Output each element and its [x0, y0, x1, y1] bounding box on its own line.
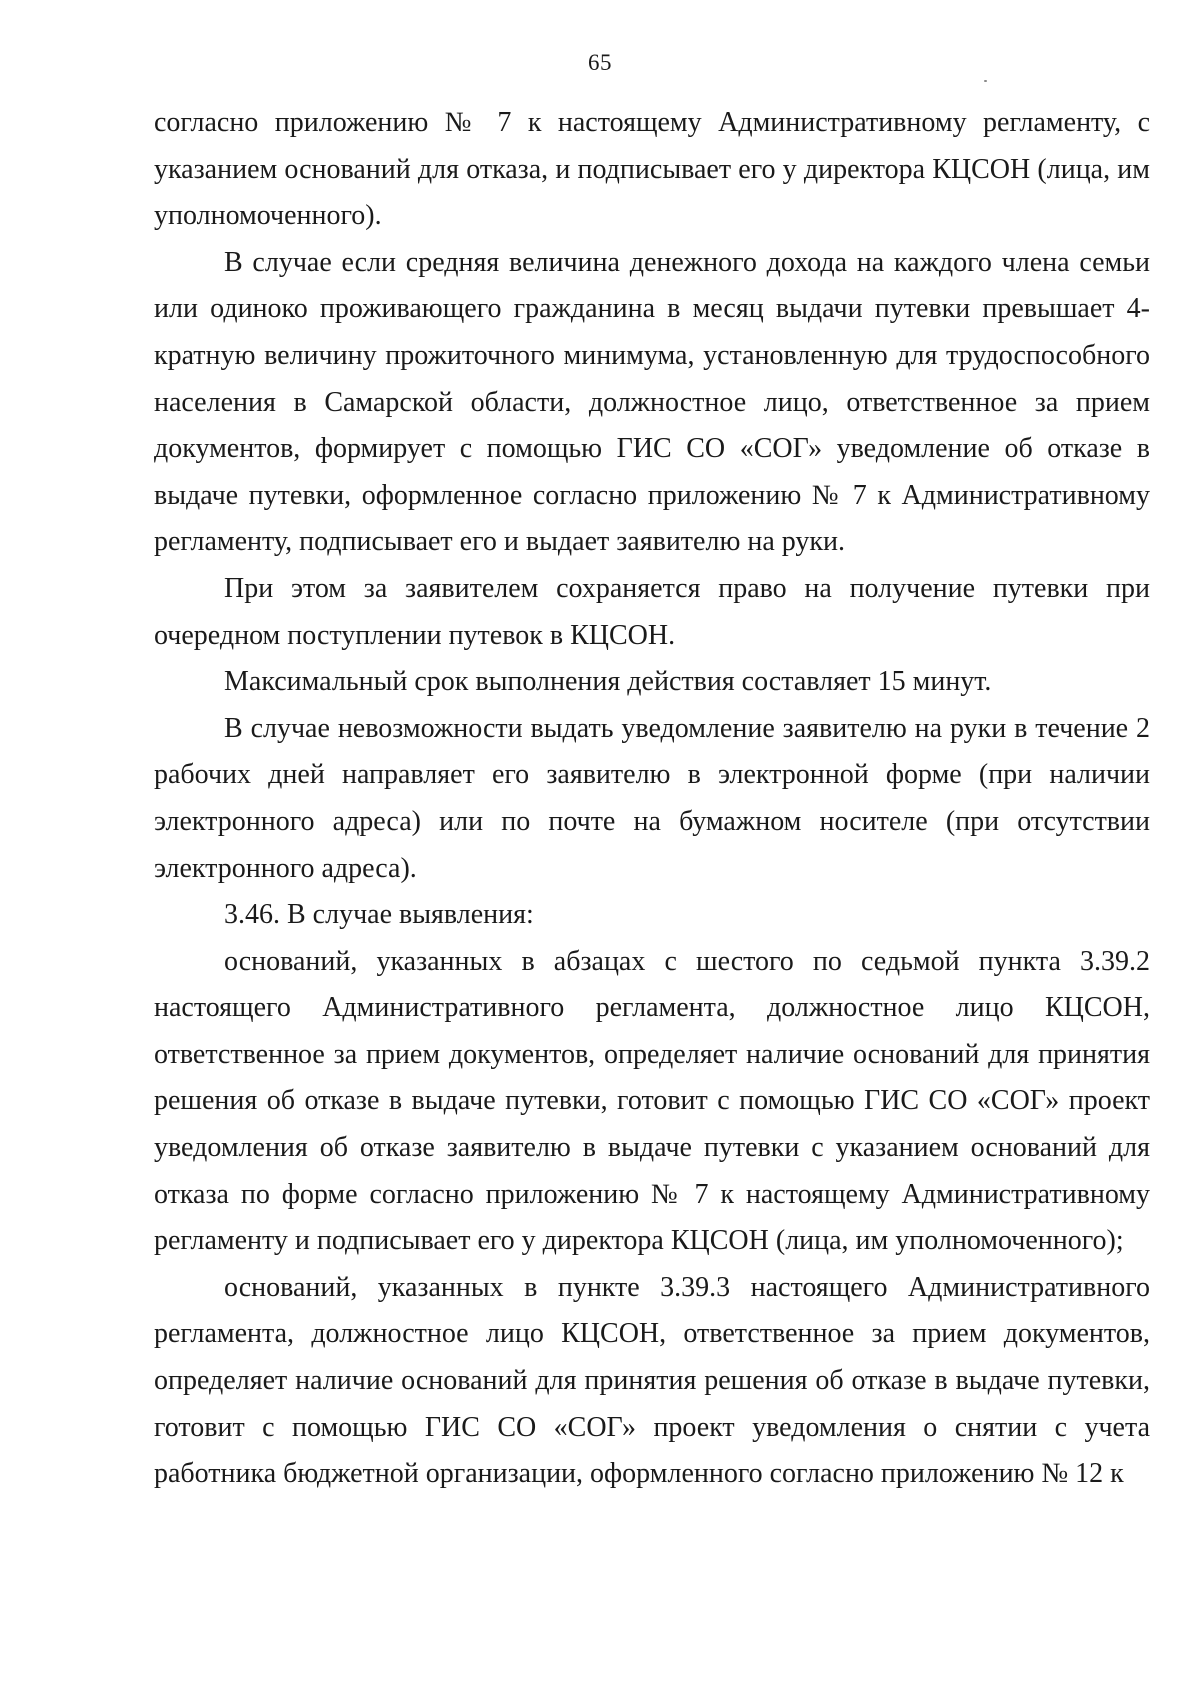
paragraph-grounds-3-39-3: оснований, указанных в пункте 3.39.3 настоящего Административного регламента, должностное лицо КЦСОН, ответственное за прием документов, определяет наличие оснований для принятия решения об отказе в выдаче путевки, готовит с помощью ГИС СО «СОГ» проект уведомления о снятии с учета работника бюджетной организации, оформленного согласно приложению № 12 к [154, 1271, 1150, 1490]
paragraph-grounds-3-39-2: оснований, указанных в абзацах с шестого по седьмой пункта 3.39.2 настоящего Административного регламента, должностное лицо КЦСОН, ответственное за прием документов, определяет наличие оснований для принятия решения об отказе в выдаче путевки, готовит с помощью ГИС СО «СОГ» проект уведомления об отказе заявителю в выдаче путевки с указанием оснований для отказа по форме согласно приложению № 7 к настоящему Административному регламенту и подписывает его у директора КЦСОН (лица, им уполномоченного); [154, 945, 1150, 1257]
scan-speck [984, 80, 987, 82]
page-number: 65 [588, 50, 612, 75]
paragraph-section-3-46: 3.46. В случае выявления: [224, 899, 534, 931]
document-body [154, 100, 1150, 1498]
paragraph-delivery-impossible: В случае невозможности выдать уведомление заявителю на руки в течение 2 рабочих дней направляет его заявителю в электронной форме (при наличии электронного адреса) или по почте на бумажном носителе (при отсутствии электронного адреса). [154, 712, 1150, 884]
paragraph-right-retained: При этом за заявителем сохраняется право на получение путевки при очередном поступлении путевок в КЦСОН. [154, 572, 1150, 651]
paragraph-continuation: согласно приложению № 7 к настоящему Административному регламенту, с указанием оснований для отказа, и подписывает его у директора КЦСОН (лица, им уполномоченного). [154, 107, 1150, 232]
paragraph-max-duration: Максимальный срок выполнения действия составляет 15 минут. [224, 666, 992, 698]
paragraph-income-exceeds: В случае если средняя величина денежного дохода на каждого члена семьи или одиноко проживающего гражданина в месяц выдачи путевки превышает 4-кратную величину прожиточного минимума, установленную для трудоспособного населения в Самарской области, должностное лицо, ответственное за прием документов, формирует с помощью ГИС СО «СОГ» уведомление об отказе в выдаче путевки, оформленное согласно приложению № 7 к Административному регламенту, подписывает его и выдает заявителю на руки. [154, 246, 1150, 558]
